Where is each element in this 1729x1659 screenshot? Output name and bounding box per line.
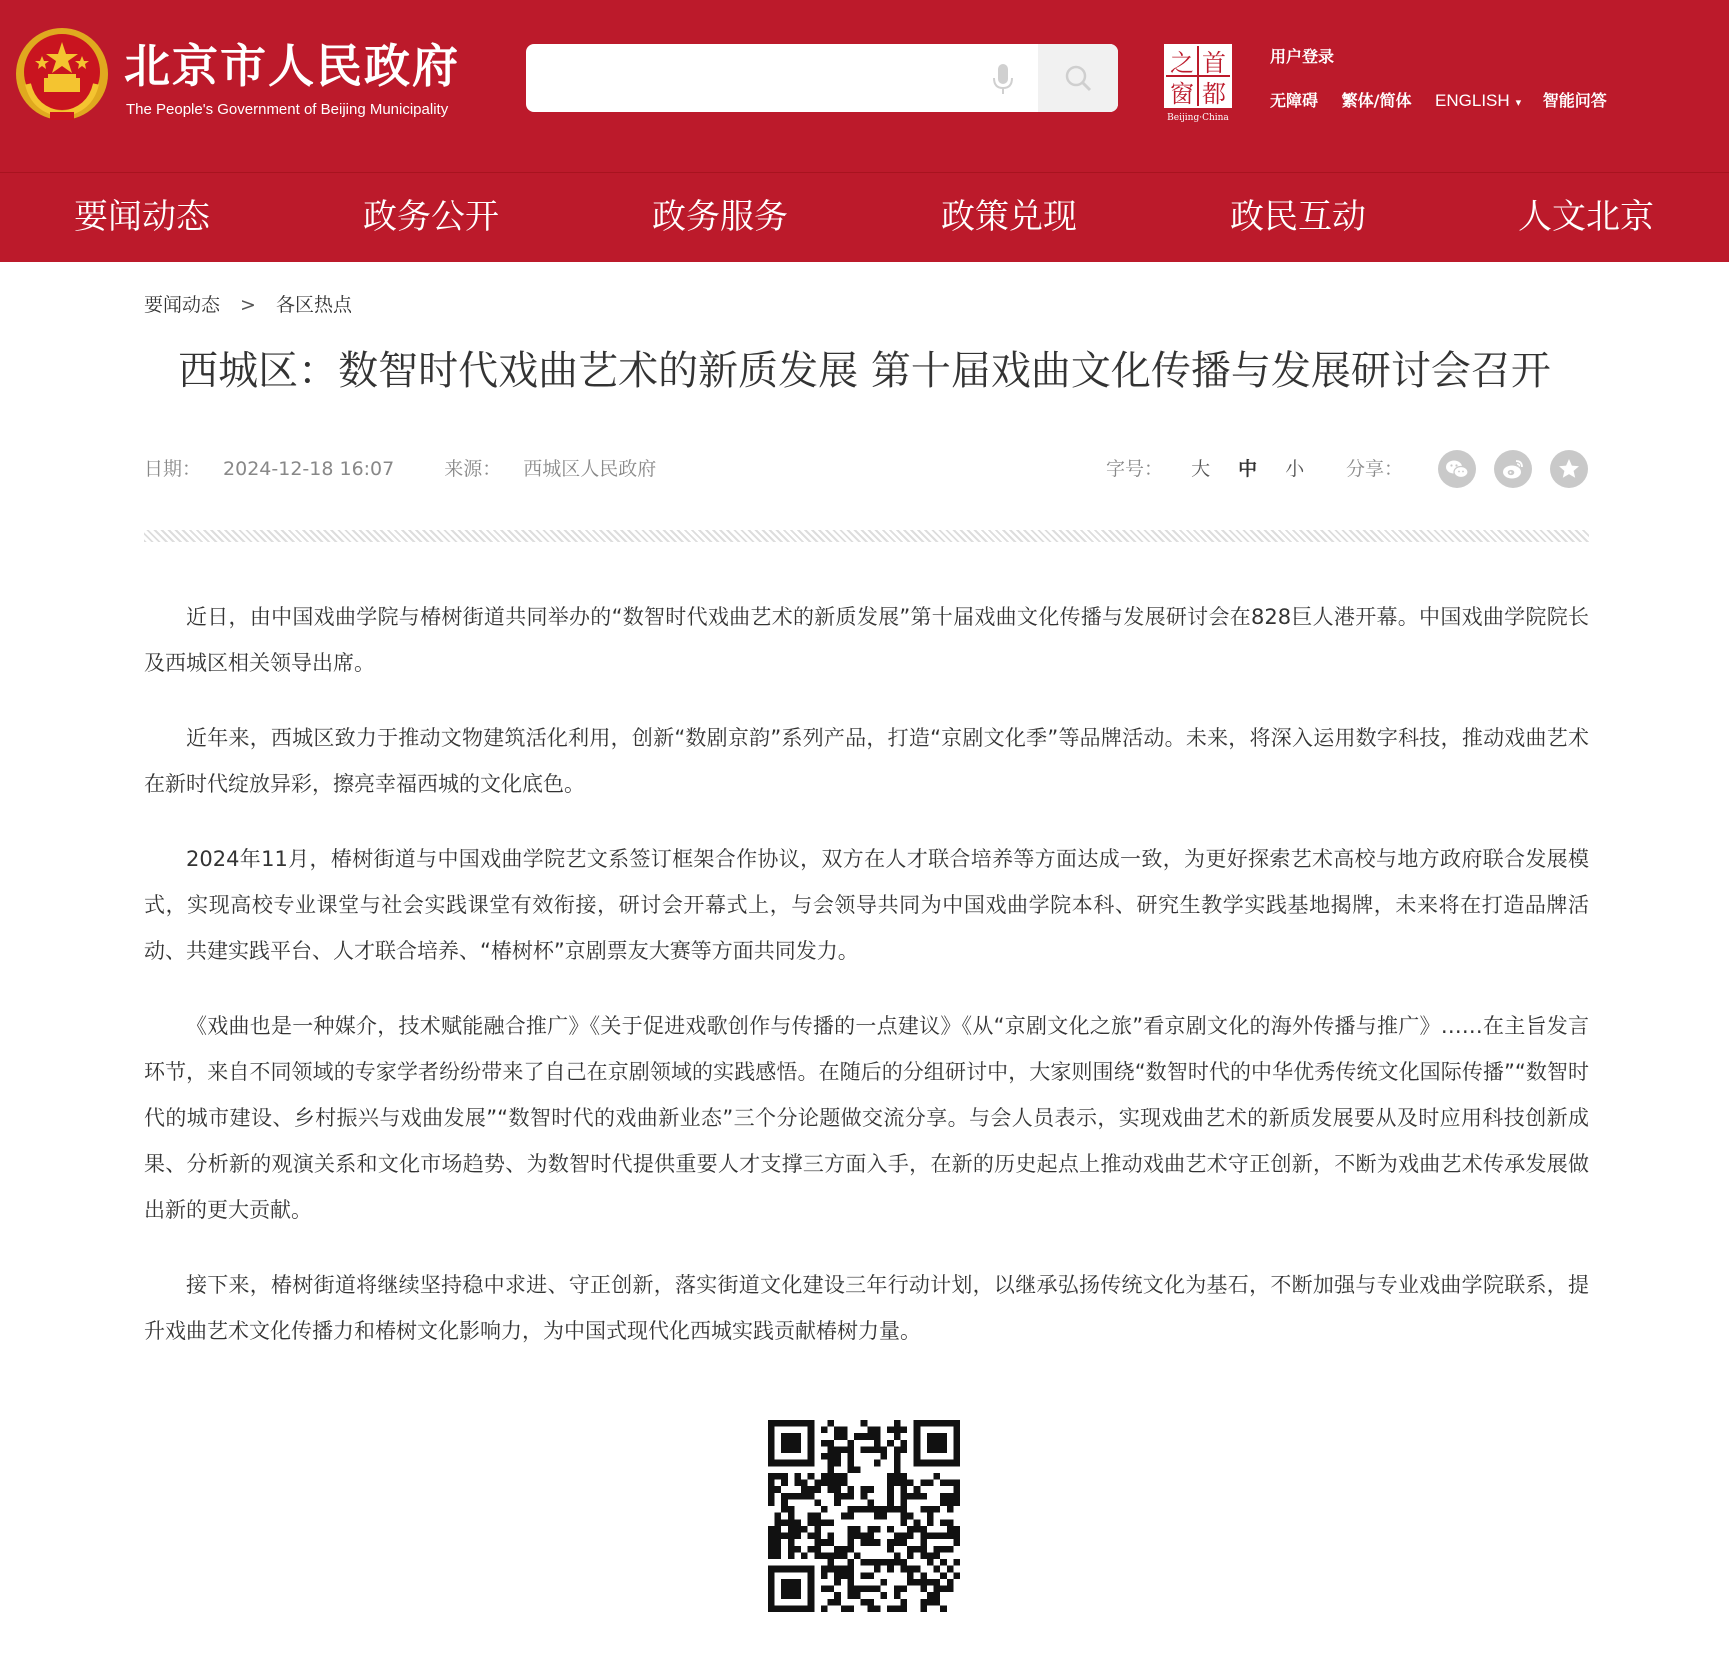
article-paragraph: 2024年11月，椿树街道与中国戏曲学院艺文系签订框架合作协议，双方在人才联合培养等方面达成一致，为更好探索艺术高校与地方政府联合发展模式，实现高校专业课堂与社会实践课堂有效衔接，研讨会开幕式上，与会领导共同为中国戏曲学院本科、研究生教学实践基地揭牌，未来将在打造品牌活动、共建实践平台、人才联合培养、“椿树杯”京剧票友大赛等方面共同发力。	[144, 847, 1589, 963]
nav-item-services[interactable]: 政务服务	[652, 197, 788, 237]
share-label: 分享：	[1346, 458, 1404, 480]
svg-text:都: 都	[1202, 80, 1226, 108]
nav-item-interaction[interactable]: 政民互动	[1230, 197, 1366, 237]
capital-window-logo[interactable]	[1162, 42, 1238, 122]
national-emblem-icon[interactable]	[14, 26, 110, 122]
date-label: 日期：	[144, 458, 202, 480]
article-paragraph: 近年来，西城区致力于推动文物建筑活化利用，创新“数剧京韵”系列产品，打造“京剧文化季”等品牌活动。未来，将深入运用数字科技，推动戏曲艺术在新时代绽放异彩，擦亮幸福西城的文化底色。	[144, 726, 1589, 796]
breadcrumb-level2[interactable]: 各区热点	[275, 294, 352, 316]
traditional-simplified-link[interactable]: 繁体/简体	[1341, 91, 1412, 110]
search-icon	[1062, 62, 1094, 94]
font-size-medium[interactable]: 中	[1238, 458, 1258, 480]
nav-item-news[interactable]: 要闻动态	[74, 197, 210, 237]
font-size-large[interactable]: 大	[1191, 458, 1211, 480]
article-paragraph: 近日，由中国戏曲学院与椿树街道共同举办的“数智时代戏曲艺术的新质发展”第十届戏曲文化传播与发展研讨会在828巨人港开幕。中国戏曲学院院长及西城区相关领导出席。	[144, 605, 1589, 675]
top-bar	[0, 0, 1729, 172]
english-link[interactable]	[1435, 91, 1521, 111]
weibo-icon[interactable]	[1494, 450, 1532, 488]
chevron-down-icon: ▾	[1515, 96, 1522, 109]
site-title[interactable]: 北京市人民政府	[124, 39, 460, 93]
qr-code-icon	[768, 1420, 960, 1612]
search-box	[526, 44, 1118, 112]
assistant-link[interactable]: 智能问答	[1542, 91, 1607, 110]
source-label: 来源：	[444, 458, 502, 480]
article-body	[144, 594, 1589, 1383]
login-link[interactable]: 用户登录	[1270, 47, 1335, 66]
svg-text:Beijing·China: Beijing·China	[1167, 113, 1229, 122]
font-size-selector	[1106, 454, 1304, 481]
font-size-label: 字号：	[1106, 458, 1164, 480]
article-meta	[144, 454, 700, 481]
content-divider	[144, 530, 1589, 542]
breadcrumb-level1[interactable]: 要闻动态	[144, 294, 221, 316]
site-subtitle: The People's Government of Beijing Municipality	[126, 101, 449, 118]
article-source	[444, 458, 678, 480]
accessibility-link[interactable]: 无障碍	[1270, 91, 1319, 110]
svg-text:首: 首	[1202, 49, 1226, 77]
article-paragraph: 《戏曲也是一种媒介，技术赋能融合推广》《关于促进戏歌创作与传播的一点建议》《从“京剧文化之旅”看京剧文化的海外传播与推广》……在主旨发言环节，来自不同领域的专家学者纷纷带来了自己在京剧领域的实践感悟。在随后的分组研讨中，大家则围绕“数智时代的中华优秀传统文化国际传播”“数智时代的城市建设、乡村振兴与戏曲发展”“数智时代的戏曲新业态”三个分论题做交流分享。与会人员表示，实现戏曲艺术的新质发展要从及时应用科技创新成果、分析新的观演关系和文化市场趋势、为数智时代提供重要人才支撑三方面入手，在新的历史起点上推动戏曲艺术守正创新，不断为戏曲艺术传承发展做出新的更大贡献。	[144, 1014, 1589, 1222]
svg-text:窗: 窗	[1170, 80, 1194, 108]
nav-item-culture[interactable]: 人文北京	[1518, 197, 1654, 237]
svg-text:之: 之	[1170, 49, 1194, 77]
search-button[interactable]	[1038, 44, 1118, 112]
main-nav	[0, 172, 1729, 263]
nav-item-policy[interactable]: 政策兑现	[941, 197, 1077, 237]
publish-date	[144, 458, 416, 480]
date-value: 2024-12-18 16:07	[223, 458, 395, 480]
site-header	[0, 0, 1729, 262]
search-input[interactable]	[540, 44, 1014, 112]
article-title: 西城区：数智时代戏曲艺术的新质发展 第十届戏曲文化传播与发展研讨会召开	[178, 348, 1551, 394]
nav-item-government-affairs[interactable]: 政务公开	[363, 197, 499, 237]
favorite-icon[interactable]	[1550, 450, 1588, 488]
breadcrumb	[144, 290, 352, 317]
microphone-icon[interactable]	[988, 62, 1018, 96]
font-size-small[interactable]: 小	[1285, 458, 1305, 480]
article-paragraph: 接下来，椿树街道将继续坚持稳中求进、守正创新，落实街道文化建设三年行动计划，以继承弘扬传统文化为基石，不断加强与专业戏曲学院联系，提升戏曲艺术文化传播力和椿树文化影响力，为中国式现代化西城实践贡献椿树力量。	[144, 1273, 1589, 1343]
english-label: ENGLISH	[1435, 91, 1510, 110]
source-value: 西城区人民政府	[523, 458, 657, 480]
wechat-icon[interactable]	[1438, 450, 1476, 488]
breadcrumb-separator: >	[240, 294, 256, 316]
